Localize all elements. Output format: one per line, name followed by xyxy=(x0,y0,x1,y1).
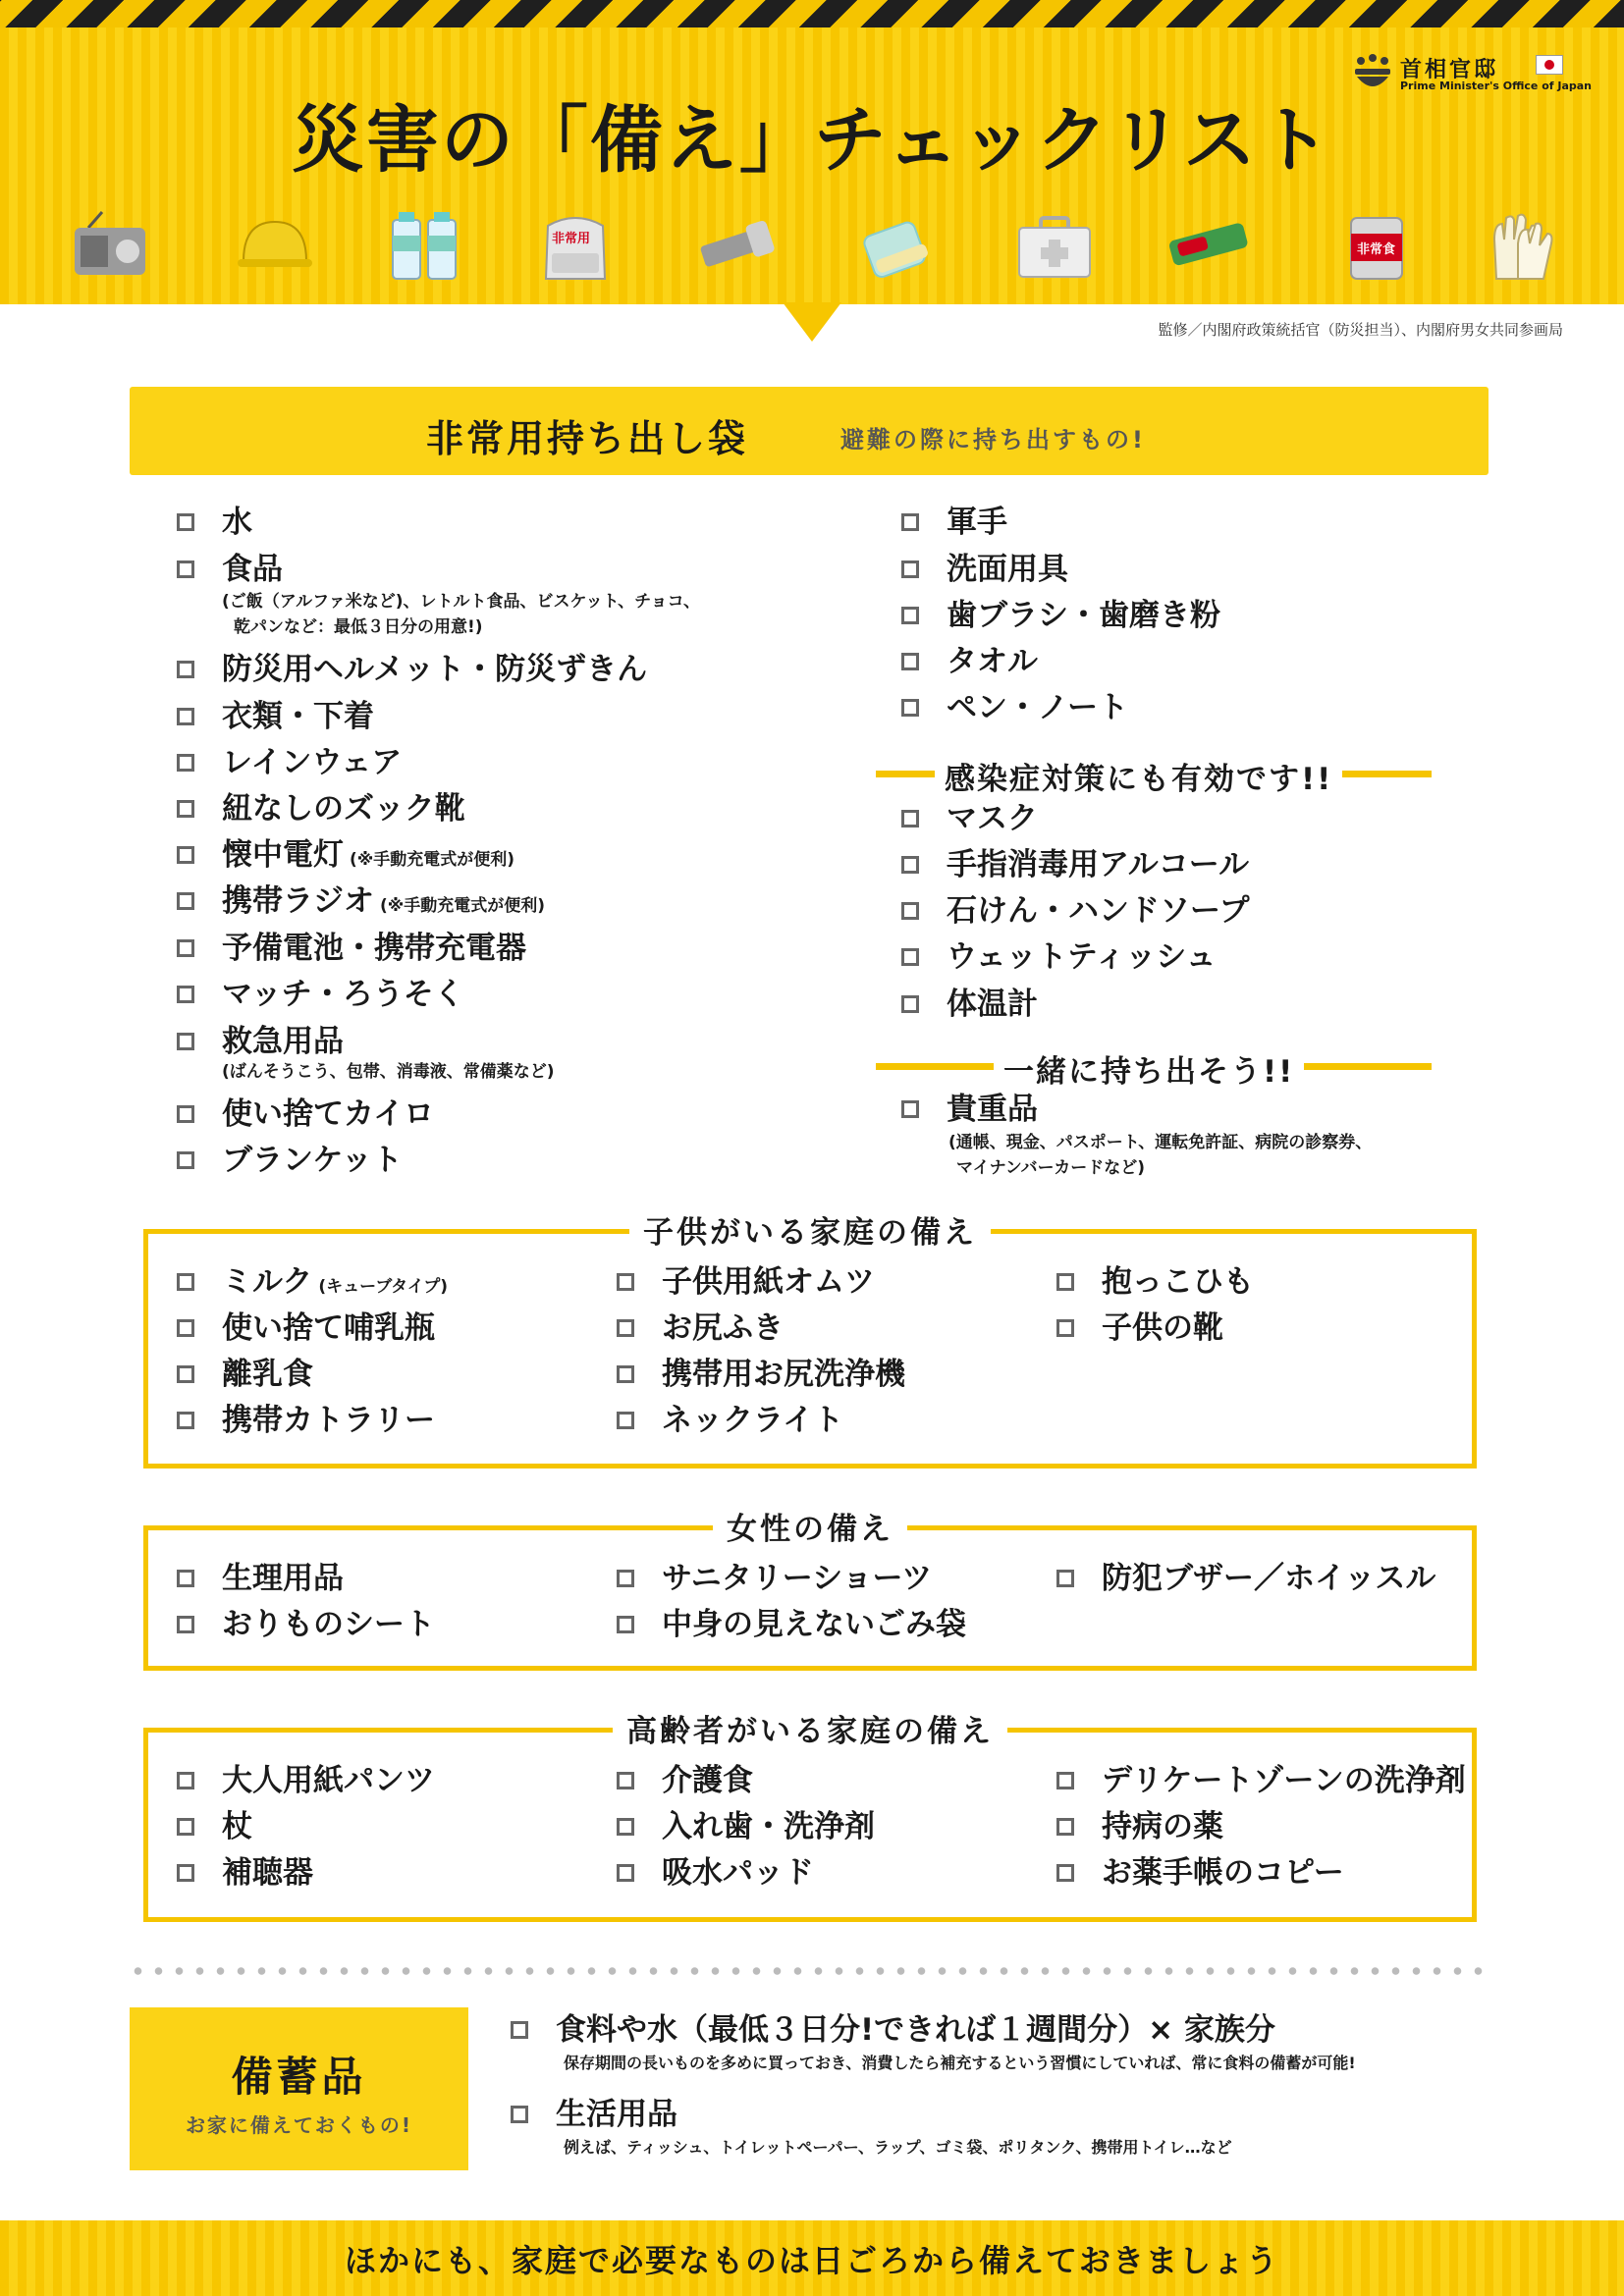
stockpile-subtitle: お家に備えておくもの! xyxy=(185,2113,413,2137)
item-label: マスク xyxy=(947,801,1038,836)
checkbox[interactable] xyxy=(1056,1273,1074,1291)
item-label: 体温計 xyxy=(947,987,1038,1022)
checkbox[interactable] xyxy=(901,699,919,717)
item-label: 携帯ラジオ xyxy=(222,883,374,919)
item-label: タオル xyxy=(947,644,1038,679)
checkbox[interactable] xyxy=(901,513,919,531)
checkbox[interactable] xyxy=(901,948,919,966)
checkbox[interactable] xyxy=(177,1818,194,1836)
item-label: お尻ふき xyxy=(662,1310,784,1346)
checkbox[interactable] xyxy=(511,2021,528,2039)
checkbox[interactable] xyxy=(901,653,919,670)
checkbox[interactable] xyxy=(1056,1570,1074,1587)
emergency-bag-banner xyxy=(130,387,1489,475)
stockpile-title: 備蓄品 xyxy=(231,2053,367,2101)
item-label: 杖 xyxy=(222,1809,252,1844)
checkbox[interactable] xyxy=(901,561,919,578)
item-label: 携帯カトラリー xyxy=(222,1403,435,1438)
checkbox[interactable] xyxy=(511,2106,528,2123)
emergency-bag-icon xyxy=(534,206,617,285)
item-label: 洗面用具 xyxy=(947,552,1068,587)
slippers-icon xyxy=(1166,206,1249,285)
checkbox[interactable] xyxy=(1056,1772,1074,1789)
item-label: 離乳食 xyxy=(222,1357,313,1392)
flashlight-icon xyxy=(695,206,778,285)
checkbox[interactable] xyxy=(177,846,194,864)
food-note: 乾パンなど：最低３日分の用意!) xyxy=(234,617,483,637)
item-label: 手指消毒用アルコール xyxy=(947,847,1250,882)
page-title: 災害の「備え」チェックリスト xyxy=(291,98,1333,183)
checkbox[interactable] xyxy=(1056,1319,1074,1337)
sponge-icon xyxy=(854,206,937,285)
checkbox[interactable] xyxy=(177,939,194,957)
header-icon-row xyxy=(69,206,1561,285)
helmet-icon xyxy=(234,206,316,285)
item-label: 予備電池・携帯充電器 xyxy=(222,931,526,966)
women-section xyxy=(143,1512,1477,1671)
checkbox[interactable] xyxy=(177,1412,194,1429)
item-hint: (キューブタイプ) xyxy=(318,1277,449,1297)
checkbox[interactable] xyxy=(617,1616,634,1633)
logo-name: 首相官邸 xyxy=(1400,58,1499,82)
checkbox[interactable] xyxy=(177,1151,194,1169)
bag-label: 非常用 xyxy=(552,232,591,246)
item-label: 子供の靴 xyxy=(1102,1310,1223,1346)
item-label: 使い捨てカイロ xyxy=(222,1096,435,1132)
hazard-stripe xyxy=(0,0,1624,27)
infection-title: 感染症対策にも有効です!! xyxy=(935,754,1342,798)
emergency-bag-subtitle: 避難の際に持ち出すもの! xyxy=(840,426,1146,454)
checkbox[interactable] xyxy=(901,902,919,920)
checkbox[interactable] xyxy=(177,1772,194,1789)
food-note: (ご飯（アルファ米など)、レトルト食品、ビスケット、チョコ、 xyxy=(222,592,700,612)
emergency-bag-title: 非常用持ち出し袋 xyxy=(426,417,749,460)
logo-subtitle: Prime Minister's Office of Japan xyxy=(1400,80,1593,92)
item-label: レインウェア xyxy=(222,745,403,780)
stockpile-food-note: 保存期間の長いものを多めに買っておき、消費したら補充するという習慣にしていれば、常に食料の備蓄が可能! xyxy=(564,2054,1356,2072)
checkbox[interactable] xyxy=(177,513,194,531)
checkbox[interactable] xyxy=(617,1273,634,1291)
item-label: デリケートゾーンの洗浄剤 xyxy=(1102,1763,1466,1798)
stockpile-label-box xyxy=(130,2007,468,2170)
checkbox[interactable] xyxy=(177,1033,194,1050)
checkbox[interactable] xyxy=(617,1772,634,1789)
item-label: 吸水パッド xyxy=(662,1855,814,1891)
supervision-credit: 監修／内閣府政策統括官（防災担当）、内閣府男女共同参画局 xyxy=(1158,321,1563,339)
item-label: マッチ・ろうそく xyxy=(222,977,464,1012)
item-label: 生理用品 xyxy=(222,1561,344,1596)
checkbox[interactable] xyxy=(901,995,919,1013)
checkbox[interactable] xyxy=(177,1570,194,1587)
checkbox[interactable] xyxy=(177,754,194,772)
item-label: 紐なしのズック靴 xyxy=(222,791,465,827)
checkbox[interactable] xyxy=(177,561,194,578)
footer xyxy=(0,2220,1624,2296)
header-notch xyxy=(783,302,841,342)
japan-flag-icon xyxy=(1536,55,1563,75)
item-label: 補聴器 xyxy=(222,1855,313,1891)
item-label: 歯ブラシ・歯磨き粉 xyxy=(947,598,1220,633)
item-label: 入れ歯・洗浄剤 xyxy=(662,1809,875,1844)
item-label: 衣類・下着 xyxy=(222,699,374,734)
checkbox[interactable] xyxy=(177,661,194,678)
checkbox[interactable] xyxy=(177,1319,194,1337)
together-subheading xyxy=(876,1046,1432,1090)
together-title: 一緒に持ち出そう!! xyxy=(994,1046,1304,1091)
item-hint: (※手動充電式が便利) xyxy=(380,896,546,916)
checkbox[interactable] xyxy=(617,1570,634,1587)
can-label: 非常食 xyxy=(1357,242,1396,257)
checkbox[interactable] xyxy=(177,1273,194,1291)
checkbox[interactable] xyxy=(1056,1864,1074,1882)
elderly-title: 高齢者がいる家庭の備え xyxy=(613,1714,1007,1749)
checkbox[interactable] xyxy=(177,1365,194,1383)
checkbox[interactable] xyxy=(617,1365,634,1383)
checkbox[interactable] xyxy=(617,1818,634,1836)
first-aid-note: (ばんそうこう、包帯、消毒液、常備薬など) xyxy=(222,1062,555,1082)
item-label: ネックライト xyxy=(662,1403,844,1438)
checkbox[interactable] xyxy=(617,1412,634,1429)
item-label: 子供用紙オムツ xyxy=(662,1264,875,1300)
stockpile-goods-note: 例えば、ティッシュ、トイレットペーパー、ラップ、ゴミ袋、ポリタンク、携帯用トイレ…など xyxy=(564,2138,1232,2157)
radio-icon xyxy=(69,206,151,285)
checkbox[interactable] xyxy=(177,708,194,725)
valuables-note: マイナンバーカードなど) xyxy=(956,1158,1146,1178)
item-label: ウェットティッシュ xyxy=(947,939,1217,975)
item-label: お薬手帳のコピー xyxy=(1102,1855,1344,1891)
item-label: 貴重品 xyxy=(947,1092,1038,1127)
item-label: 食料や水（最低３日分!できれば１週間分）× 家族分 xyxy=(556,2012,1275,2048)
item-label: ブランケット xyxy=(222,1143,403,1178)
dotted-divider xyxy=(128,1966,1492,1976)
item-label: 使い捨て哺乳瓶 xyxy=(222,1310,435,1346)
item-label: 持病の薬 xyxy=(1102,1809,1223,1844)
water-bottles-icon xyxy=(383,206,465,285)
item-label: 石けん・ハンドソープ xyxy=(947,893,1250,929)
item-label: 生活用品 xyxy=(556,2097,677,2132)
women-title: 女性の備え xyxy=(713,1512,907,1547)
item-label: 防犯ブザー／ホイッスル xyxy=(1102,1561,1436,1596)
checkbox[interactable] xyxy=(901,607,919,624)
item-label: 水 xyxy=(222,505,252,540)
checkbox[interactable] xyxy=(177,800,194,818)
first-aid-kit-icon xyxy=(1013,206,1096,285)
item-label: 中身の見えないごみ袋 xyxy=(662,1607,966,1642)
checkbox[interactable] xyxy=(177,986,194,1003)
item-label: 携帯用お尻洗浄機 xyxy=(662,1357,905,1392)
item-label: サニタリーショーツ xyxy=(662,1561,933,1596)
item-label: 軍手 xyxy=(947,505,1007,540)
checkbox[interactable] xyxy=(617,1319,634,1337)
item-label: 食品 xyxy=(222,552,283,587)
checkbox[interactable] xyxy=(177,1105,194,1123)
item-label: 抱っこひも xyxy=(1102,1264,1254,1300)
checkbox[interactable] xyxy=(901,856,919,874)
item-label: 懐中電灯 xyxy=(222,837,344,873)
item-label: 防災用ヘルメット・防災ずきん xyxy=(222,652,648,687)
item-label: 大人用紙パンツ xyxy=(222,1763,435,1798)
checkbox[interactable] xyxy=(617,1864,634,1882)
footer-text: ほかにも、家庭で必要なものは日ごろから備えておきましょう xyxy=(344,2242,1279,2279)
children-title: 子供がいる家庭の備え xyxy=(629,1215,991,1251)
valuables-note: (通帳、現金、パスポート、運転免許証、病院の診察券、 xyxy=(948,1133,1373,1152)
checkbox[interactable] xyxy=(901,1100,919,1118)
item-label: ペン・ノート xyxy=(947,690,1129,725)
item-label: 介護食 xyxy=(662,1763,753,1798)
checkbox[interactable] xyxy=(177,892,194,910)
item-label: おりものシート xyxy=(222,1607,435,1642)
infection-subheading xyxy=(876,754,1432,797)
canned-food-icon xyxy=(1337,206,1420,285)
work-gloves-icon xyxy=(1479,206,1561,285)
item-label: 救急用品 xyxy=(222,1024,344,1059)
item-hint: (※手動充電式が便利) xyxy=(350,850,515,870)
checkbox[interactable] xyxy=(177,1616,194,1633)
item-label: ミルク xyxy=(222,1264,313,1300)
checkbox[interactable] xyxy=(177,1864,194,1882)
checkbox[interactable] xyxy=(901,810,919,828)
checkbox[interactable] xyxy=(1056,1818,1074,1836)
